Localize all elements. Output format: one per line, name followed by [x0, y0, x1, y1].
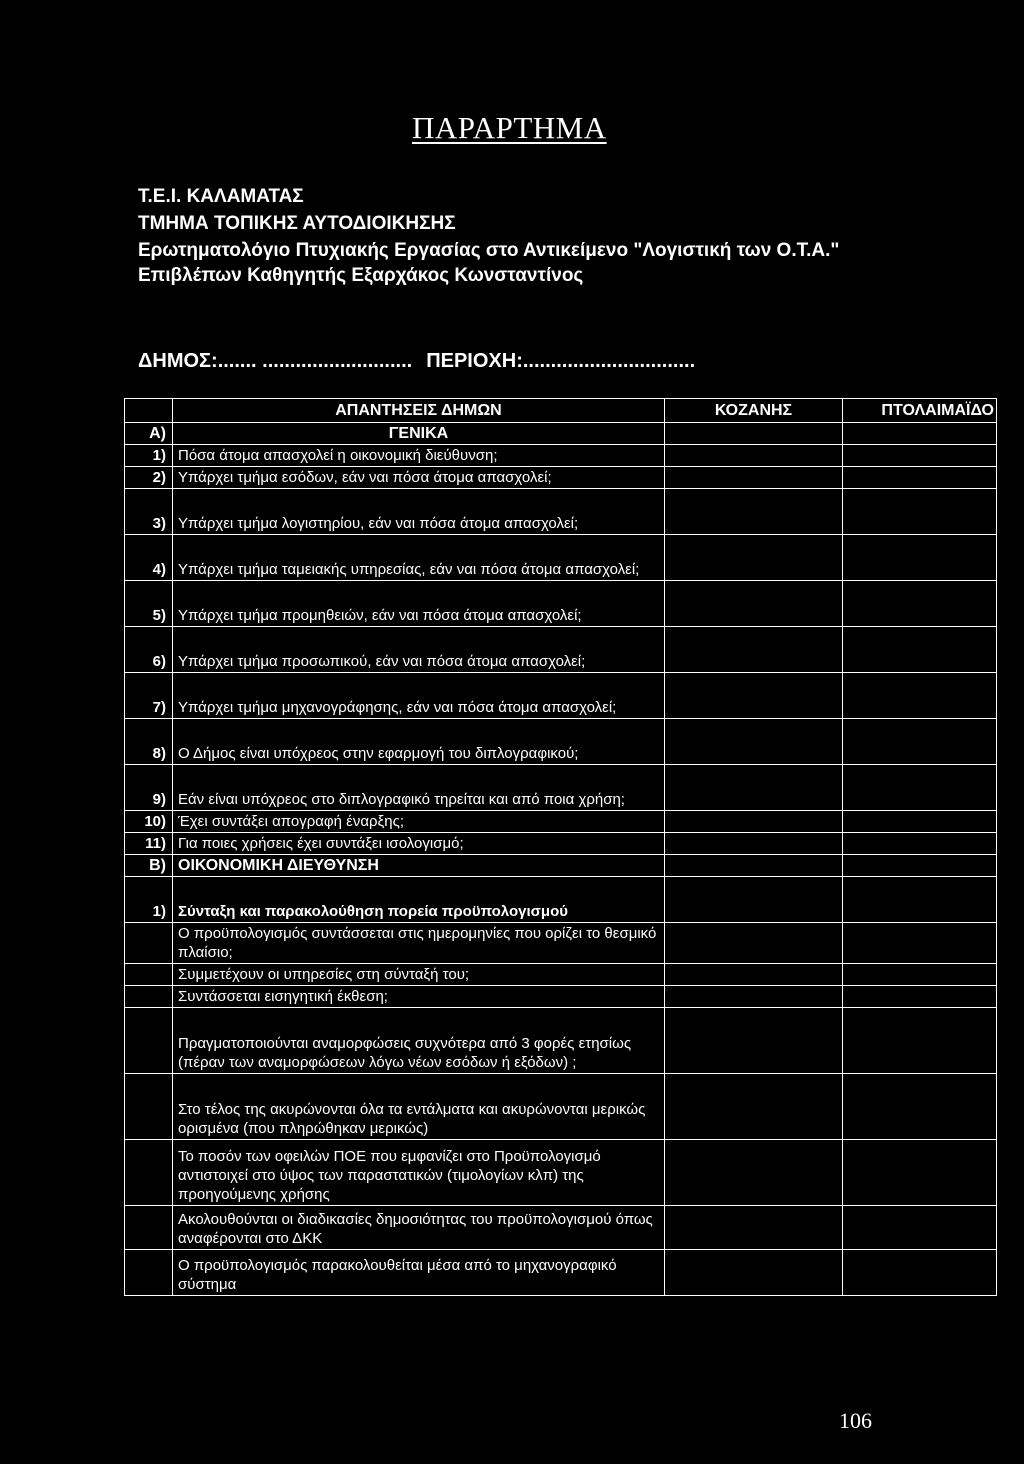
question-text: Υπάρχει τμήμα ταμειακής υπηρεσίας, εάν ναι πόσα άτομα απασχολεί;: [173, 535, 665, 581]
question-number: [125, 986, 173, 1008]
questionnaire-title: Ερωτηματολόγιο Πτυχιακής Εργασίας στο Αντικείμενο "Λογιστική των Ο.Τ.Α.": [138, 240, 840, 261]
question-text: Υπάρχει τμήμα προμηθειών, εάν ναι πόσα άτομα απασχολεί;: [173, 581, 665, 627]
question-number: [125, 1008, 173, 1074]
answer-cell[interactable]: [843, 489, 997, 535]
answer-cell[interactable]: [665, 877, 843, 923]
answer-cell[interactable]: [665, 1206, 843, 1250]
dimos-label: ΔΗΜΟΣ:....... ...........................: [138, 350, 413, 372]
question-text: Συντάσσεται εισηγητική έκθεση;: [173, 986, 665, 1008]
answer-cell[interactable]: [843, 673, 997, 719]
answer-cell[interactable]: [665, 765, 843, 811]
answer-cell[interactable]: [843, 535, 997, 581]
question-text: Ακολουθούνται οι διαδικασίες δημοσιότητας του προϋπολογισμού όπως αναφέρονται στο ΔΚΚ: [173, 1206, 665, 1250]
question-number: [125, 1140, 173, 1206]
answer-cell[interactable]: [843, 423, 997, 445]
question-number: [125, 964, 173, 986]
question-number: 10): [125, 811, 173, 833]
table-row: [125, 811, 997, 833]
table-row: [125, 445, 997, 467]
table-row: [125, 581, 997, 627]
table-row: [125, 964, 997, 986]
section-b-label: Β): [125, 855, 173, 877]
table-row: [125, 877, 997, 923]
answer-cell[interactable]: [843, 1250, 997, 1296]
institution-name: Τ.Ε.Ι. ΚΑΛΑΜΑΤΑΣ: [138, 186, 304, 207]
header-empty-cell: [125, 399, 173, 423]
answer-cell[interactable]: [665, 445, 843, 467]
answer-cell[interactable]: [665, 1250, 843, 1296]
question-number: 2): [125, 467, 173, 489]
answer-cell[interactable]: [665, 467, 843, 489]
answer-cell[interactable]: [665, 923, 843, 964]
perioxi-label: ΠΕΡΙΟΧΗ:...............................: [426, 350, 696, 372]
question-text: Υπάρχει τμήμα λογιστηρίου, εάν ναι πόσα άτομα απασχολεί;: [173, 489, 665, 535]
answer-cell[interactable]: [843, 765, 997, 811]
answer-cell[interactable]: [843, 627, 997, 673]
table-row: [125, 1250, 997, 1296]
answer-cell[interactable]: [843, 1074, 997, 1140]
question-text: Πόσα άτομα απασχολεί η οικονομική διεύθυνση;: [173, 445, 665, 467]
answer-cell[interactable]: [665, 489, 843, 535]
question-number: 1): [125, 445, 173, 467]
answer-cell[interactable]: [843, 986, 997, 1008]
question-text: Υπάρχει τμήμα μηχανογράφησης, εάν ναι πόσα άτομα απασχολεί;: [173, 673, 665, 719]
page-title: ΠΑΡΑΡΤΗΜΑ: [412, 110, 607, 145]
question-number: 7): [125, 673, 173, 719]
answer-cell[interactable]: [665, 1140, 843, 1206]
answer-cell[interactable]: [843, 467, 997, 489]
answer-cell[interactable]: [665, 986, 843, 1008]
table-row: [125, 673, 997, 719]
question-number: [125, 1206, 173, 1250]
question-number: [125, 1074, 173, 1140]
answer-cell[interactable]: [665, 581, 843, 627]
table-row: [125, 719, 997, 765]
question-number: 5): [125, 581, 173, 627]
question-text: Ο Δήμος είναι υπόχρεος στην εφαρμογή του διπλογραφικού;: [173, 719, 665, 765]
answer-cell[interactable]: [843, 833, 997, 855]
question-number: 11): [125, 833, 173, 855]
question-number: 6): [125, 627, 173, 673]
section-a-title: ΓΕΝΙΚΑ: [173, 423, 665, 445]
header-ptolemaida: ΠΤΟΛΑΙΜΑΪΔΟ: [843, 399, 997, 423]
answer-cell[interactable]: [843, 1008, 997, 1074]
page-number: 106: [839, 1408, 872, 1433]
header-kozani: ΚΟΖΑΝΗΣ: [665, 399, 843, 423]
answer-cell[interactable]: [665, 719, 843, 765]
question-text: Υπάρχει τμήμα εσόδων, εάν ναι πόσα άτομα απασχολεί;: [173, 467, 665, 489]
question-text: Ο προϋπολογισμός συντάσσεται στις ημερομηνίες που ορίζει το θεσμικό πλαίσιο;: [173, 923, 665, 964]
answer-cell[interactable]: [843, 877, 997, 923]
answer-cell[interactable]: [843, 964, 997, 986]
question-number: [125, 923, 173, 964]
answer-cell[interactable]: [665, 535, 843, 581]
question-text: Υπάρχει τμήμα προσωπικού, εάν ναι πόσα άτομα απασχολεί;: [173, 627, 665, 673]
answer-cell[interactable]: [665, 1008, 843, 1074]
table-row: [125, 535, 997, 581]
answer-cell[interactable]: [843, 1206, 997, 1250]
answer-cell[interactable]: [665, 964, 843, 986]
answer-cell[interactable]: [843, 923, 997, 964]
answer-cell[interactable]: [843, 811, 997, 833]
section-b-row: [125, 855, 997, 877]
section-a-label: Α): [125, 423, 173, 445]
questionnaire-table: [124, 398, 997, 1296]
header-answers: ΑΠΑΝΤΗΣΕΙΣ ΔΗΜΩΝ: [173, 399, 665, 423]
question-text: Πραγματοποιούνται αναμορφώσεις συχνότερα από 3 φορές ετησίως (πέραν των αναμορφώσεων λόγω νέων εσόδων ή εξόδων) ;: [173, 1008, 665, 1074]
question-text: Σύνταξη και παρακολούθηση πορεία προϋπολογισμού: [173, 877, 665, 923]
question-number: 8): [125, 719, 173, 765]
supervisor-line: Επιβλέπων Καθηγητής Εξαρχάκος Κωνσταντίνος: [138, 265, 584, 286]
table-row: [125, 489, 997, 535]
table-row: [125, 467, 997, 489]
answer-cell[interactable]: [843, 1140, 997, 1206]
department-name: ΤΜΗΜΑ ΤΟΠΙΚΗΣ ΑΥΤΟΔΙΟΙΚΗΣΗΣ: [138, 213, 456, 234]
answer-cell[interactable]: [843, 581, 997, 627]
answer-cell[interactable]: [843, 445, 997, 467]
dimos-field: [138, 350, 695, 373]
question-number: 4): [125, 535, 173, 581]
table-row: [125, 1008, 997, 1074]
table-row: [125, 986, 997, 1008]
table-row: [125, 765, 997, 811]
answer-cell[interactable]: [843, 719, 997, 765]
question-text: Έχει συντάξει απογραφή έναρξης;: [173, 811, 665, 833]
section-b-title: ΟΙΚΟΝΟΜΙΚΗ ΔΙΕΥΘΥΝΣΗ: [173, 855, 665, 877]
table-row: [125, 1206, 997, 1250]
question-number: 3): [125, 489, 173, 535]
table-row: [125, 627, 997, 673]
question-text: Εάν είναι υπόχρεος στο διπλογραφικό τηρείται και από ποια χρήση;: [173, 765, 665, 811]
answer-cell[interactable]: [665, 673, 843, 719]
answer-cell[interactable]: [665, 811, 843, 833]
question-text: Στο τέλος της ακυρώνονται όλα τα εντάλματα και ακυρώνονται μερικώς ορισμένα (που πληρώθηκαν μερικώς): [173, 1074, 665, 1140]
question-number: [125, 1250, 173, 1296]
answer-cell[interactable]: [843, 855, 997, 877]
table-header-row: [125, 399, 997, 423]
table-row: [125, 1074, 997, 1140]
answer-cell[interactable]: [665, 627, 843, 673]
question-text: Το ποσόν των οφειλών ΠΟΕ που εμφανίζει στο Προϋπολογισμό αντιστοιχεί στο ύψος των παραστατικών (τιμολογίων κλπ) της προηγούμενης χρήσης: [173, 1140, 665, 1206]
section-a-row: [125, 423, 997, 445]
question-number: 1): [125, 877, 173, 923]
answer-cell[interactable]: [665, 833, 843, 855]
table-row: [125, 833, 997, 855]
table-row: [125, 923, 997, 964]
answer-cell[interactable]: [665, 1074, 843, 1140]
question-text: Ο προϋπολογισμός παρακολουθείται μέσα από το μηχανογραφικό σύστημα: [173, 1250, 665, 1296]
answer-cell[interactable]: [665, 855, 843, 877]
question-text: Για ποιες χρήσεις έχει συντάξει ισολογισμό;: [173, 833, 665, 855]
table-row: [125, 1140, 997, 1206]
answer-cell[interactable]: [665, 423, 843, 445]
question-text: Συμμετέχουν οι υπηρεσίες στη σύνταξή του;: [173, 964, 665, 986]
question-number: 9): [125, 765, 173, 811]
